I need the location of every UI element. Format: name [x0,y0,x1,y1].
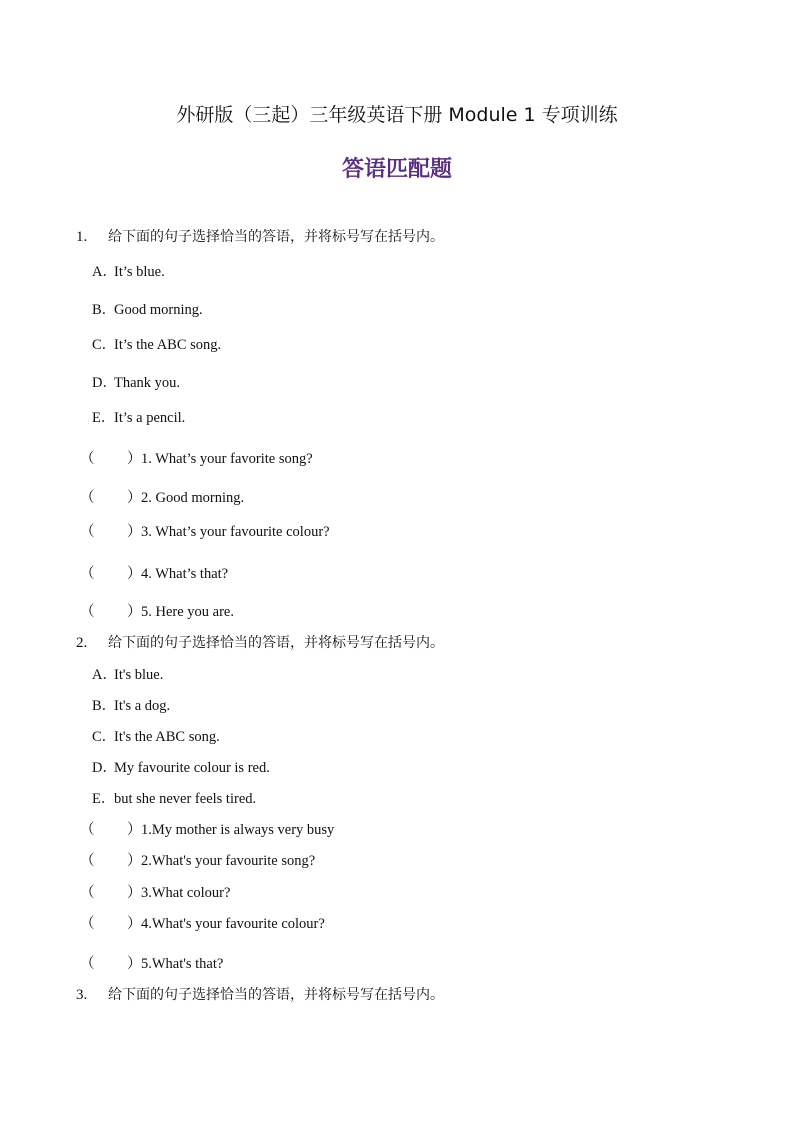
answer-blank-open[interactable]: （ [80,566,95,582]
answer-blank-close: ） [127,490,142,506]
answer-blank-close: ） [127,853,142,869]
answer-blank-open[interactable]: （ [80,451,95,467]
option-letter: D． [92,760,117,776]
option-text: It's the ABC song. [114,729,220,745]
option-text: My favourite colour is red. [114,760,270,776]
question-1-option-e [92,409,185,427]
question-1-item-2 [80,489,244,507]
option-text: but she never feels tired. [114,791,257,807]
question-1-item-4 [80,565,228,583]
option-letter: D． [92,375,117,391]
question-2-heading [76,634,444,652]
answer-blank-open[interactable]: （ [80,822,95,838]
item-text: 4.What's your favourite colour? [141,916,325,932]
item-text: 5.What's that? [141,956,224,972]
answer-blank-close: ） [127,524,142,540]
question-1-option-c [92,336,221,354]
question-2-item-2 [80,852,315,870]
option-letter: A． [92,264,117,280]
item-text: 1.My mother is always very busy [141,822,335,838]
question-1-option-d [92,374,180,392]
item-text: 3. What’s your favourite colour? [141,524,330,540]
option-text: It’s a pencil. [114,410,186,426]
answer-blank-open[interactable]: （ [80,885,95,901]
question-number: 3. [76,987,88,1003]
question-number: 2. [76,635,88,651]
option-text: It’s blue. [114,264,165,280]
item-text: 1. What’s your favorite song? [141,451,313,467]
question-2-item-5 [80,955,223,973]
question-2-option-b [92,697,170,715]
option-letter: B． [92,698,117,714]
page-subtitle: 答语匹配题 [341,156,452,182]
question-1-option-b [92,301,203,319]
page-title: 外研版（三起）三年级英语下册 Module 1 专项训练 [176,104,618,126]
question-2-item-4 [80,915,325,933]
question-instruction: 给下面的句子选择恰当的答语，并将标号写在括号内。 [108,635,444,651]
answer-blank-close: ） [127,566,142,582]
answer-blank-close: ） [127,604,142,620]
answer-blank-open[interactable]: （ [80,853,95,869]
question-1-item-1 [80,450,313,468]
option-text: Thank you. [114,375,181,391]
question-1-heading [76,228,444,246]
option-text: It’s the ABC song. [114,337,222,353]
answer-blank-open[interactable]: （ [80,490,95,506]
item-text: 2. Good morning. [141,490,245,506]
question-instruction: 给下面的句子选择恰当的答语，并将标号写在括号内。 [108,987,444,1003]
option-text: Good morning. [114,302,203,318]
question-2-option-d [92,759,270,777]
question-1-option-a [92,263,165,281]
answer-blank-close: ） [127,822,142,838]
question-2-item-3 [80,884,230,902]
option-text: It's a dog. [114,698,171,714]
option-letter: A． [92,667,117,683]
answer-blank-close: ） [127,916,142,932]
option-letter: C． [92,337,117,353]
answer-blank-open[interactable]: （ [80,524,95,540]
option-letter: E． [92,791,116,807]
option-text: It's blue. [114,667,164,683]
option-letter: B． [92,302,117,318]
item-text: 5. Here you are. [141,604,234,620]
question-2-option-c [92,728,220,746]
answer-blank-open[interactable]: （ [80,916,95,932]
answer-blank-close: ） [127,956,142,972]
item-text: 2.What's your favourite song? [141,853,316,869]
question-3-heading [76,986,444,1004]
answer-blank-open[interactable]: （ [80,956,95,972]
item-text: 4. What’s that? [141,566,229,582]
question-1-item-3 [80,523,330,541]
question-instruction: 给下面的句子选择恰当的答语，并将标号写在括号内。 [108,229,444,245]
question-2-option-a [92,666,163,684]
question-1-item-5 [80,603,234,621]
answer-blank-close: ） [127,885,142,901]
option-letter: C． [92,729,117,745]
question-2-option-e [92,790,256,808]
question-2-item-1 [80,821,334,839]
option-letter: E． [92,410,116,426]
question-number: 1. [76,229,88,245]
answer-blank-close: ） [127,451,142,467]
answer-blank-open[interactable]: （ [80,604,95,620]
item-text: 3.What colour? [141,885,231,901]
